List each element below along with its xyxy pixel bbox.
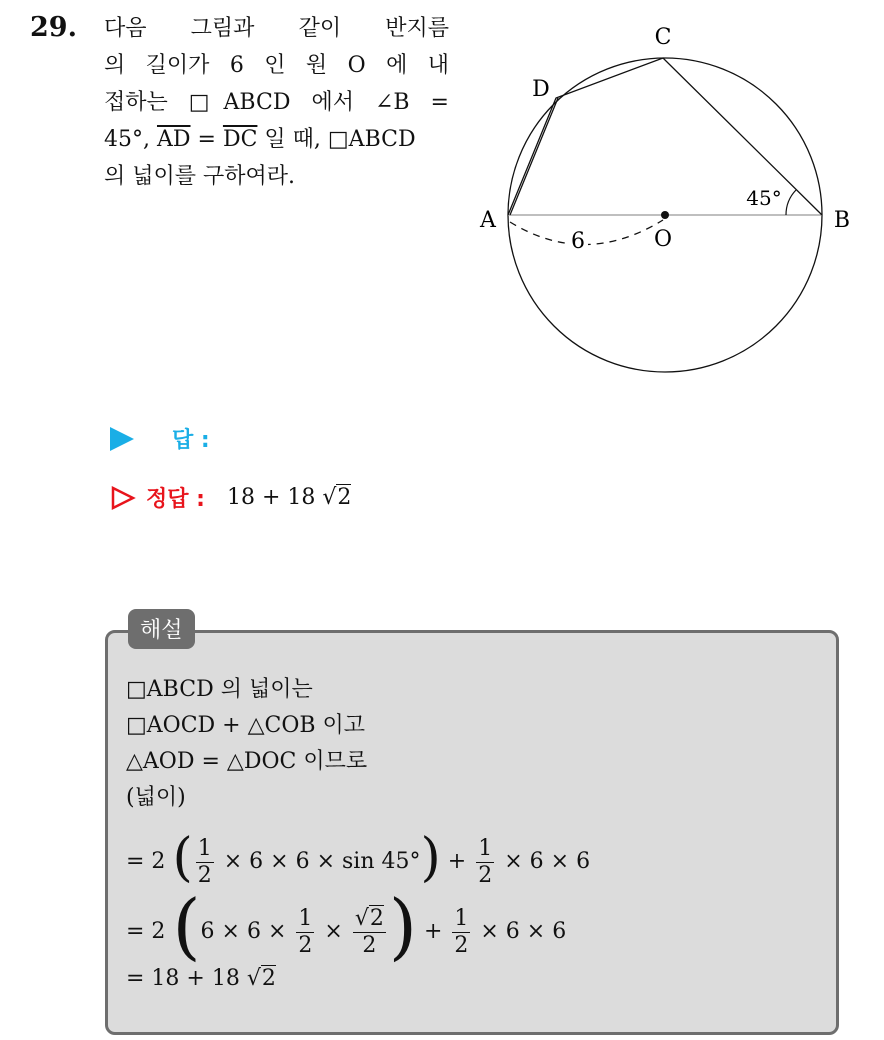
fraction-half [452,906,470,958]
correct-answer-row [110,482,351,513]
label-c: C [654,25,672,50]
question-line-1: 다음 그림과 같이 반지름 [104,16,449,41]
solution-step-2 [126,884,567,974]
frac-den: 2 [478,862,493,888]
solution-line-4: (넓이) [126,785,186,810]
sqrt-icon: √2 [354,906,384,932]
step2-tail: × 6 × 6 [480,919,567,944]
question-line-5: 의 넓이를 구하여라. [104,164,295,189]
step2-lead: = 2 [126,919,166,944]
play-outline-icon [110,485,136,511]
question-line-3: 접하는 □ABCD 에서 ∠B = [104,90,449,115]
segment-dc: $\overline{DC}$ [222,127,258,152]
frac-num: 1 [478,836,493,862]
step2-plus: + [423,919,443,944]
correct-answer-value [227,485,351,510]
answer-row [110,423,210,454]
step1-plus: + [447,849,467,874]
fraction-half [476,836,494,888]
frac-den: 2 [454,932,469,958]
sqrt-icon: √2 [246,966,276,991]
equals-sign: = [190,127,223,152]
step2-product: 6 × 6 × [200,919,287,944]
correct-answer-label: 정답 : [146,487,205,512]
paren-close: ) [388,884,417,968]
frac-num: 1 [454,906,469,932]
label-b: B [833,208,851,233]
sqrt-icon: √2 [322,485,352,510]
frac-den: 2 [298,932,313,958]
question-line-2: 의 길이가 6 인 원 O 에 내 [104,53,449,78]
circle-diagram [0,0,884,400]
solution-step-3 [126,966,276,991]
step1-lead: = 2 [126,849,166,874]
fraction-half [196,836,214,888]
fraction-sqrt2-over-2 [353,906,386,958]
label-a: A [480,208,496,233]
paren-open: ( [172,828,193,888]
paren-close: ) [420,828,441,888]
answer-label: 답 : [172,428,210,453]
question-line-4-rest: 일 때, □ABCD [257,127,416,152]
solution-line-1: □ABCD 의 넓이는 [126,677,313,702]
step1-tail: × 6 × 6 [504,849,591,874]
angle-arc-b [786,190,796,215]
step2-times: × [324,919,343,944]
side-ad-double [510,98,558,215]
frac-num: 1 [197,836,212,862]
correct-answer-radicand: 2 [337,485,352,510]
step3-lead: = 18 + 18 [126,966,247,991]
segment-ad: $\overline{AD}$ [156,127,191,152]
solution-tag: 해설 [128,609,195,649]
question-number: 29. [30,12,77,43]
correct-answer-main: 18 + 18 [226,485,323,510]
paren-open: ( [172,884,201,968]
play-filled-icon [110,427,134,451]
frac-num [353,906,386,932]
frac-den: 2 [362,932,377,958]
label-o: O [653,227,673,252]
angle-label-b: 45° [746,186,782,210]
solution-text [126,672,367,816]
frac-den: 2 [197,862,212,888]
solution-step-1 [126,828,591,892]
radicand: 2 [261,966,276,991]
step1-product: × 6 × 6 × sin 45° [223,849,421,874]
solution-line-2: □AOCD + △COB 이고 [126,713,366,738]
label-d: D [532,77,550,102]
angle-value: 45°, [104,127,157,152]
center-point-o [661,211,669,219]
fraction-half [296,906,314,958]
radius-label: 6 [571,229,585,254]
solution-line-3: △AOD = △DOC 이므로 [126,749,368,774]
radicand: 2 [369,906,384,932]
frac-num: 1 [298,906,313,932]
